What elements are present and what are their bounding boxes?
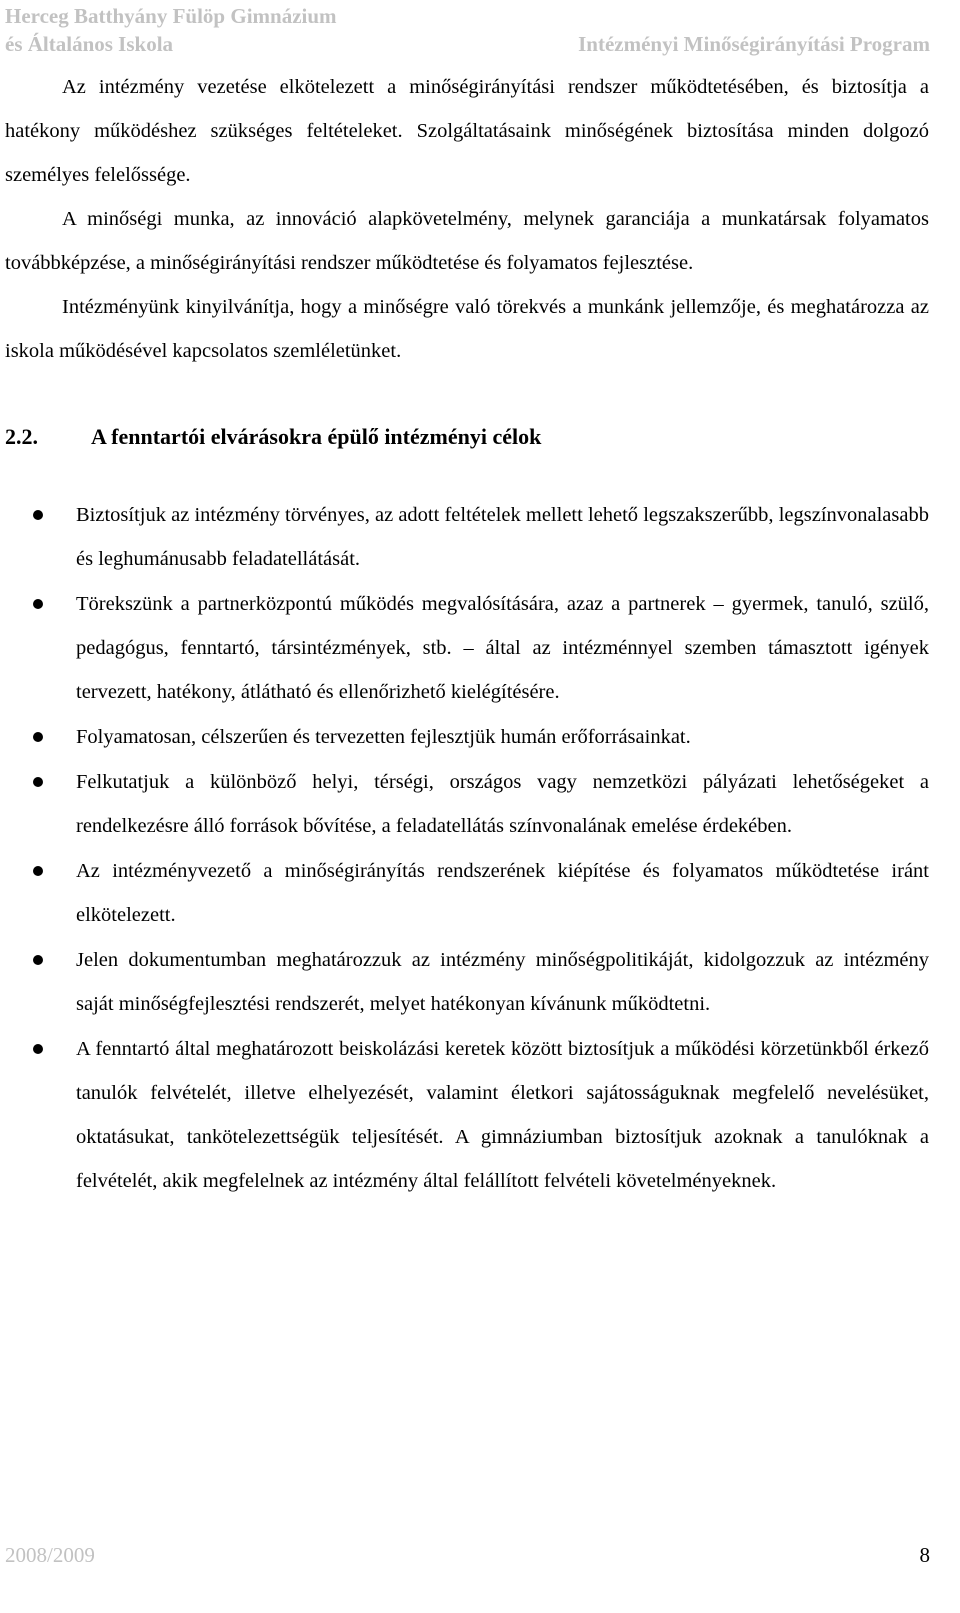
section-title: A fenntartói elvárásokra épülő intézményi célok [91, 424, 542, 449]
goals-list [5, 493, 929, 1203]
section-heading [5, 417, 929, 457]
bullet-icon [33, 732, 43, 742]
list-item [5, 715, 929, 759]
bullet-icon [33, 777, 43, 787]
list-item-text: Törekszünk a partnerközpontú működés megvalósítására, azaz a partnerek – gyermek, tanuló, szülő, pedagógus, fenntartó, társintézmények, stb. – által az intézménnyel szemben támasztott igények tervezett, hatékony, átlátható és ellenőrizhető kielégítésére. [76, 593, 929, 703]
header-school-type: és Általános Iskola [5, 32, 174, 56]
list-item [5, 760, 929, 848]
bullet-icon [33, 955, 43, 965]
list-item [5, 849, 929, 937]
header-school-name: Herceg Batthyány Fülöp Gimnázium [5, 4, 337, 28]
section-number: 2.2. [5, 424, 38, 449]
list-item-text: Folyamatosan, célszerűen és tervezetten fejlesztjük humán erőforrásainkat. [76, 726, 691, 748]
bullet-icon [33, 510, 43, 520]
header-row-2 [5, 30, 930, 58]
page-number: 8 [919, 1543, 930, 1567]
document-body [5, 65, 929, 1204]
list-item-text: Biztosítjuk az intézmény törvényes, az adott feltételek mellett lehető legszakszerűbb, legszínvonalasabb és leghumánusabb feladatellátását. [76, 504, 929, 570]
paragraph-2: A minőségi munka, az innováció alapkövetelmény, melynek garanciája a munkatársak folyamatos továbbképzése, a minőségirányítási rendszer működtetése és folyamatos fejlesztése. [5, 208, 929, 274]
header-row-1 [5, 2, 930, 30]
header-program-title: Intézményi Minőségirányítási Program [578, 32, 930, 56]
list-item [5, 582, 929, 714]
list-item-text: Az intézményvezető a minőségirányítás rendszerének kiépítése és folyamatos működtetése iránt elkötelezett. [76, 860, 929, 926]
bullet-icon [33, 866, 43, 876]
list-item [5, 1027, 929, 1203]
page-header [5, 2, 930, 58]
paragraph-3: Intézményünk kinyilvánítja, hogy a minőségre való törekvés a munkánk jellemzője, és meghatározza az iskola működésével kapcsolatos szemléletünket. [5, 296, 929, 362]
list-item-text: A fenntartó által meghatározott beiskolázási keretek között biztosítjuk a működési körzetünkből érkező tanulók felvételét, illetve elhelyezését, valamint életkori sajátosságuknak megfelelő nevelésüket, oktatásukat, tankötelezettségük teljesítését. A gimnáziumban biztosítjuk azoknak a tanulóknak a felvételét, akik megfelelnek az intézmény által felállított felvételi követelményeknek. [76, 1038, 929, 1192]
list-item [5, 938, 929, 1026]
bullet-icon [33, 599, 43, 609]
list-item-text: Felkutatjuk a különböző helyi, térségi, országos vagy nemzetközi pályázati lehetőségeket a rendelkezésre álló források bővítése, a feladatellátás színvonalának emelése érdekében. [76, 771, 929, 837]
paragraph-1: Az intézmény vezetése elkötelezett a minőségirányítási rendszer működtetésében, és biztosítja a hatékony működéshez szükséges feltételeket. Szolgáltatásaink minőségének biztosítása minden dolgozó személyes felelőssége. [5, 76, 929, 186]
footer-school-year: 2008/2009 [5, 1543, 95, 1567]
list-item-text: Jelen dokumentumban meghatározzuk az intézmény minőségpolitikáját, kidolgozzuk az intézmény saját minőségfejlesztési rendszerét, melyet hatékonyan kívánunk működtetni. [76, 949, 929, 1015]
bullet-icon [33, 1044, 43, 1054]
list-item [5, 493, 929, 581]
